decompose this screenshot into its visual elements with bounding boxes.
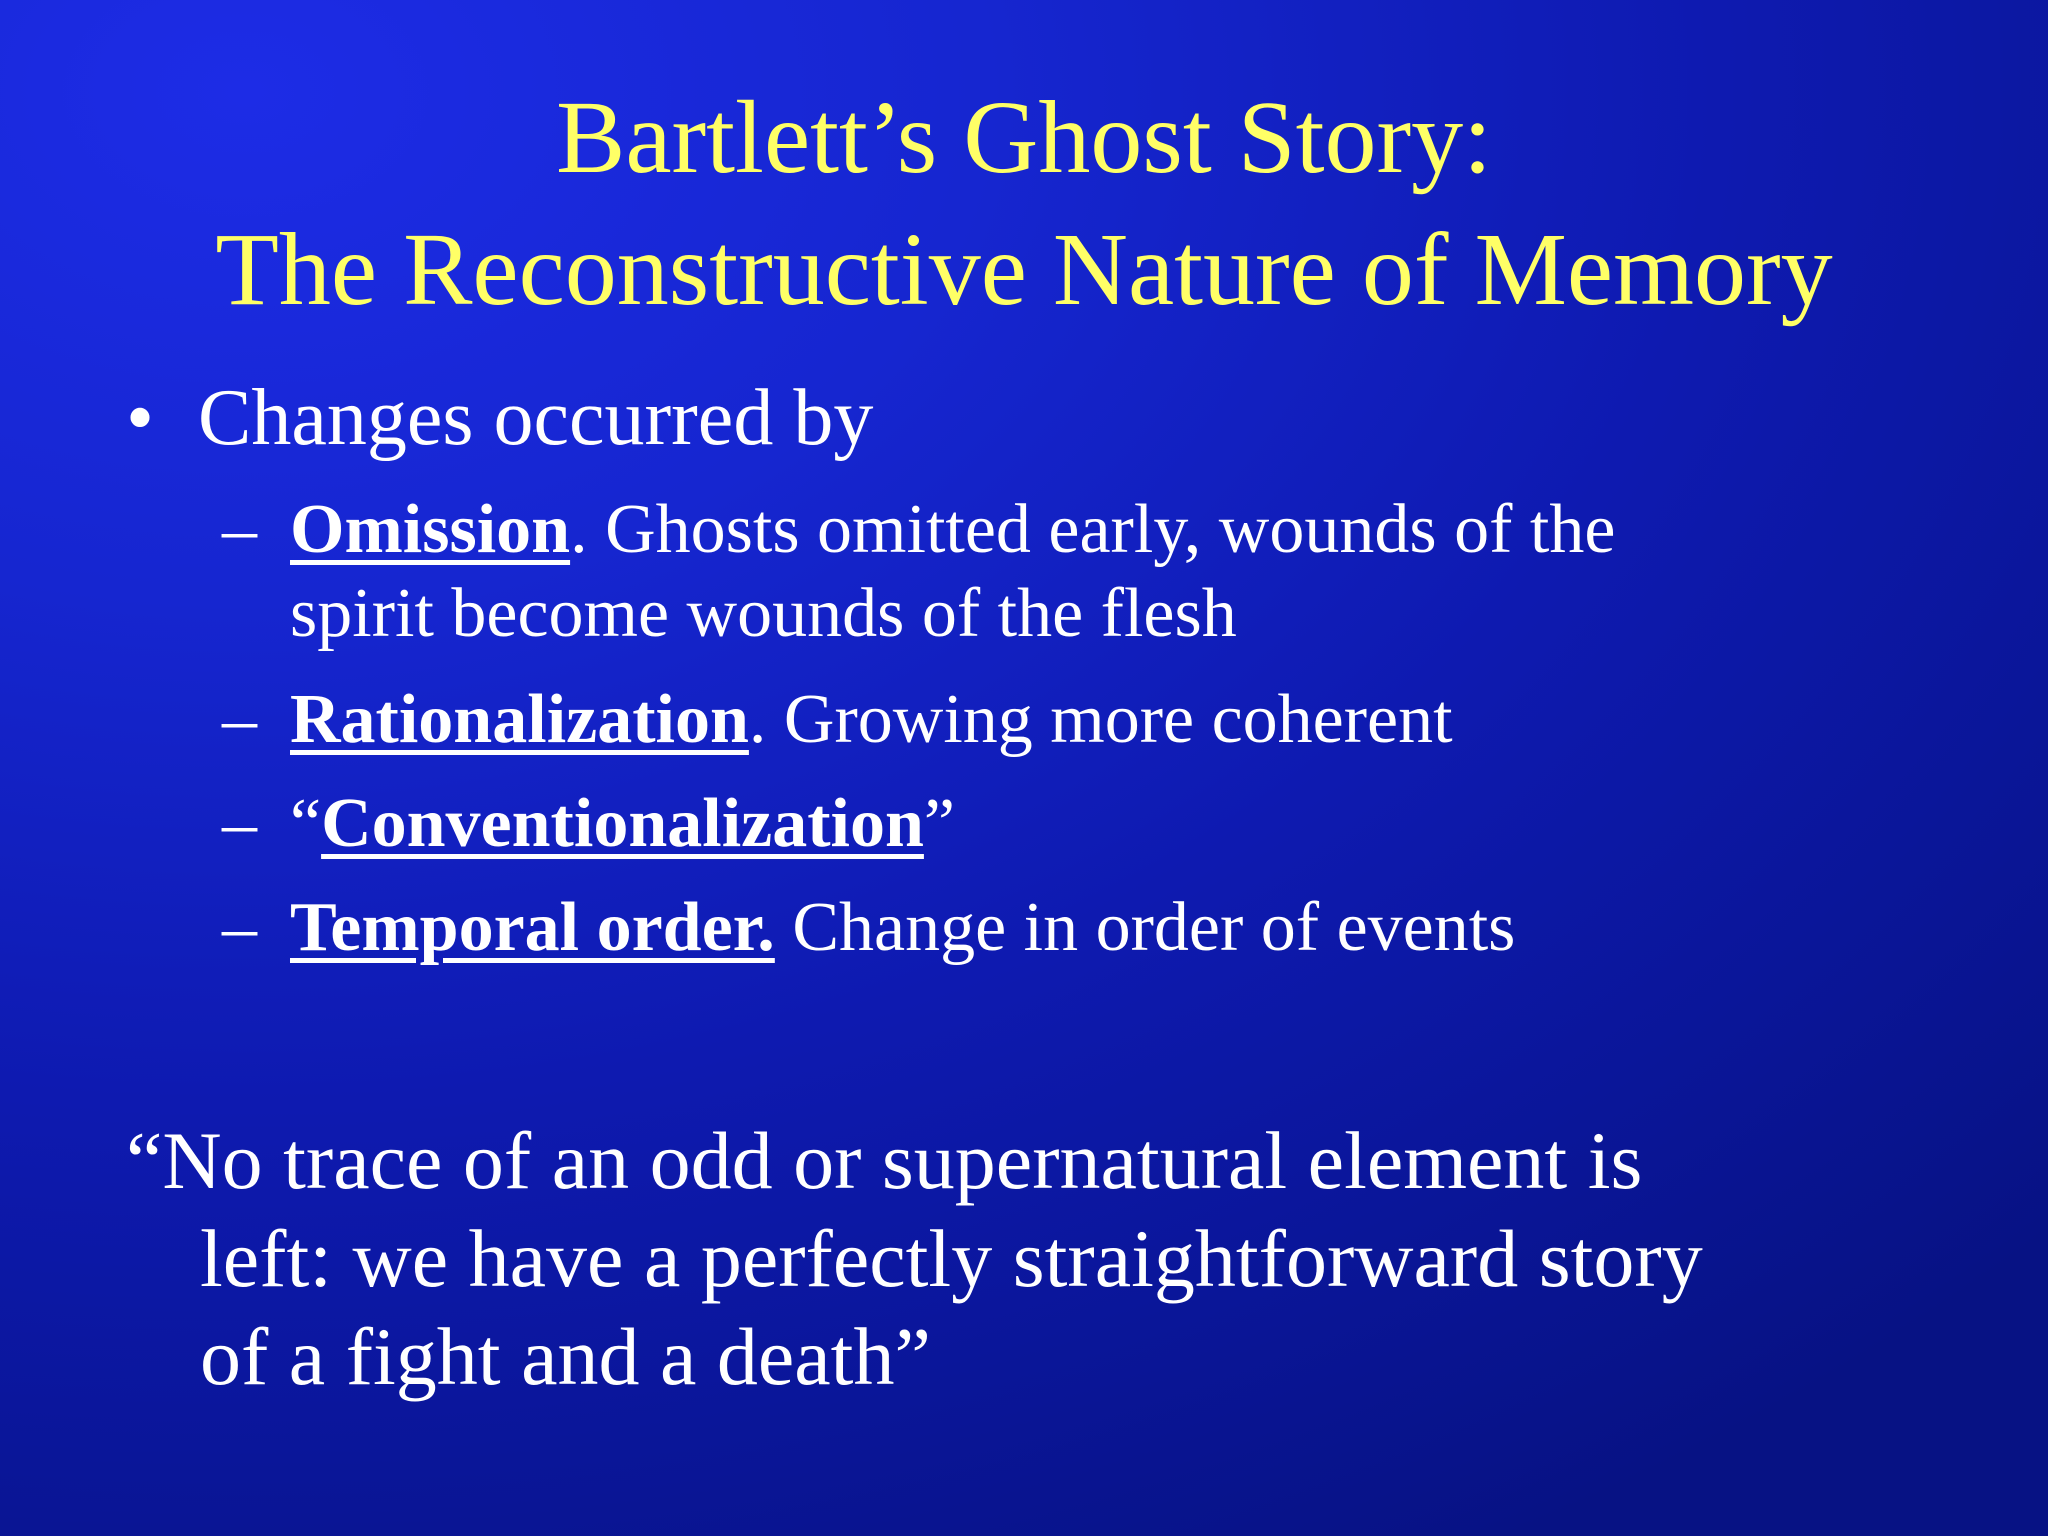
term-rationalization: Rationalization (290, 681, 749, 758)
term-omission: Omission (290, 491, 571, 568)
omission-description: . Ghosts omitted early, wounds of the (570, 491, 1616, 568)
quote-line-2: left: we have a perfectly straightforward story (200, 1213, 1703, 1304)
term-conventionalization: Conventionalization (321, 785, 924, 862)
sub-item-dash: – (222, 785, 257, 862)
sub-item-dash: – (222, 889, 257, 966)
title-line-2: The Reconstructive Nature of Memory (215, 212, 1833, 327)
title-line-1: Bartlett’s Ghost Story: (556, 80, 1492, 195)
close-quote: ” (923, 785, 955, 862)
rationalization-description: . Growing more coherent (748, 681, 1453, 758)
bullet-marker: • (126, 374, 155, 462)
open-quote: “ (290, 785, 322, 862)
sub-item-omission (222, 488, 1615, 656)
sub-item-dash: – (222, 681, 257, 758)
sub-item-rationalization (222, 678, 1453, 762)
term-temporal-order: Temporal order. (290, 889, 775, 966)
temporal-order-description: Change in order of events (774, 889, 1516, 966)
sub-item-temporal-order (222, 886, 1515, 970)
slide-title (0, 72, 2048, 336)
quote-line-1: “No trace of an odd or supernatural element is (126, 1115, 1643, 1206)
bartlett-quote (126, 1112, 1986, 1406)
quote-line-3: of a fight and a death” (200, 1311, 931, 1402)
sub-item-dash: – (222, 491, 257, 568)
bullet-text: Changes occurred by (198, 374, 874, 462)
main-bullet (126, 370, 873, 466)
sub-item-conventionalization (222, 782, 955, 866)
omission-description-continued: spirit become wounds of the flesh (290, 575, 1237, 652)
